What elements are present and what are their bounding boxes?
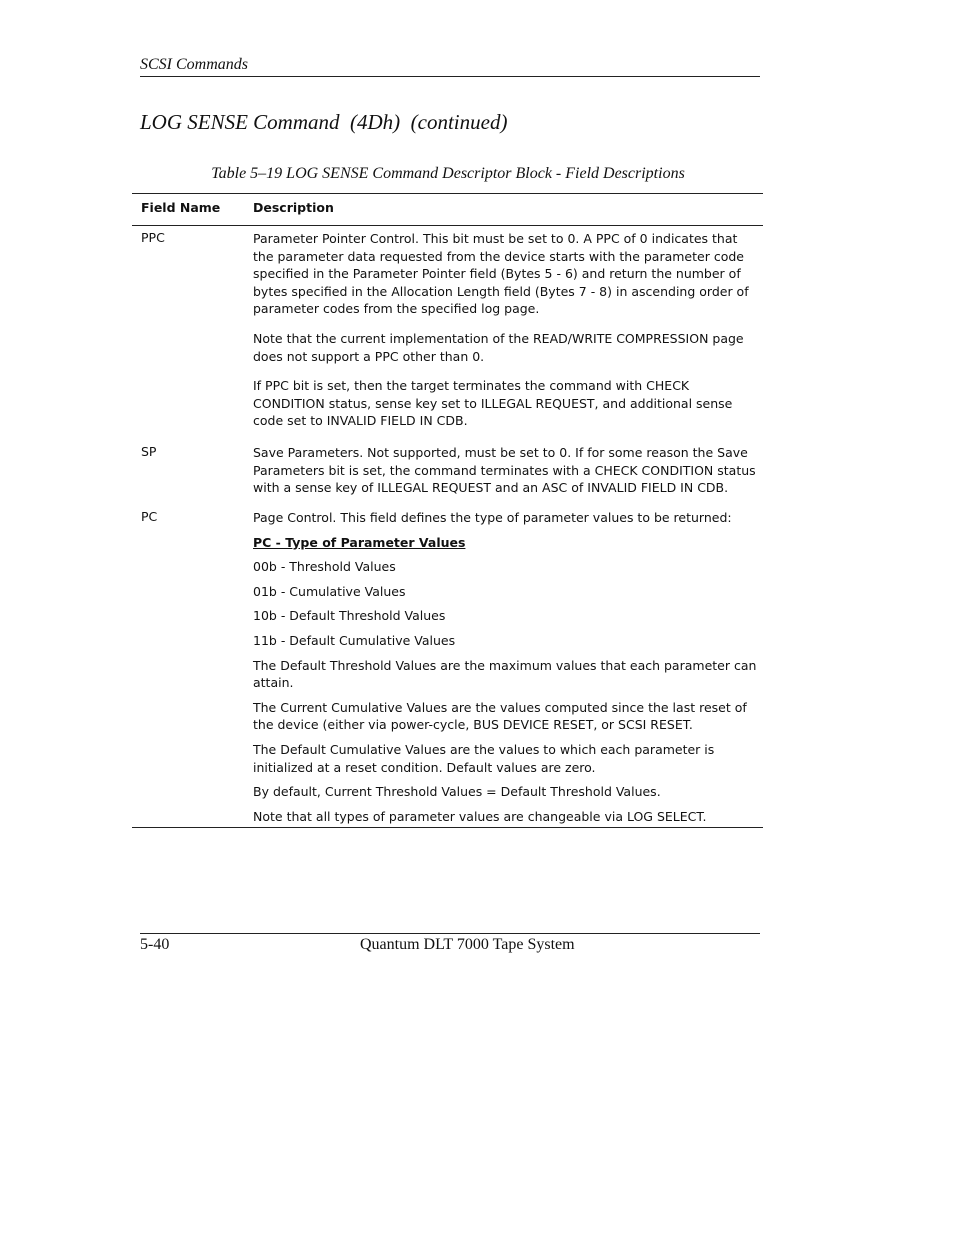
page-number: 5-40: [140, 936, 170, 953]
column-header-field-name: Field Name: [141, 200, 221, 215]
field-name-ppc: PPC: [141, 230, 165, 245]
footer-rule: [140, 933, 760, 934]
ppc-paragraph-2: Note that the current implementation of the READ/WRITE COMPRESSION page does not support a PPC other than 0.: [253, 330, 744, 364]
pc-value-00b: 00b - Threshold Values: [253, 559, 396, 575]
ppc-paragraph-1: Parameter Pointer Control. This bit must be set to 0. A PPC of 0 indicates that the parameter data requested from the device starts with the parameter code specified in the Parameter Pointer field (Bytes 5 - 6) and return the number of bytes specified in the Allocation Length field (Bytes 7 - 8) in ascending order of parameter codes from the specified log page.: [253, 231, 749, 317]
pc-paragraph-2: The Default Threshold Values are the maximum values that each parameter can attain.: [253, 657, 757, 691]
ppc-paragraph-3: If PPC bit is set, then the target terminates the command with CHECK CONDITION status, sense key set to ILLEGAL REQUEST, and additional sense code set to INVALID FIELD IN CDB.: [253, 378, 733, 429]
pc-paragraph-4: The Default Cumulative Values are the values to which each parameter is initialized at a reset condition. Default values are zero.: [253, 741, 715, 775]
pc-value-11b: 11b - Default Cumulative Values: [253, 632, 456, 648]
pc-value-01b: 01b - Cumulative Values: [253, 583, 406, 599]
pc-value-10b: 10b - Default Threshold Values: [253, 608, 446, 624]
pc-paragraph-1: Page Control. This field defines the type of parameter values to be returned:: [253, 510, 732, 525]
sp-paragraph-1: Save Parameters. Not supported, must be set to 0. If for some reason the Save Parameters bit is set, the command terminates with a CHECK CONDITION status with a sense key of ILLEGAL REQUEST and an ASC of INVALID FIELD IN CDB.: [253, 445, 756, 496]
field-name-pc: PC: [141, 509, 158, 524]
description-ppc: [253, 230, 758, 430]
column-header-description: Description: [253, 200, 334, 215]
table-caption: Table 5–19 LOG SENSE Command Descriptor Block - Field Descriptions: [211, 165, 685, 182]
table-bottom-rule: [132, 827, 763, 828]
table-header-row: [132, 194, 763, 226]
description-pc: [253, 509, 758, 825]
field-name-sp: SP: [141, 444, 157, 459]
header-rule: [140, 76, 760, 77]
running-head: SCSI Commands: [140, 56, 249, 73]
description-sp: [253, 444, 758, 497]
pc-paragraph-6: Note that all types of parameter values are changeable via LOG SELECT.: [253, 808, 707, 824]
field-description-table: [132, 193, 763, 824]
section-title: LOG SENSE Command (4Dh) (continued): [140, 110, 508, 134]
pc-values-subheading: PC - Type of Parameter Values: [253, 534, 466, 550]
footer-document-title: Quantum DLT 7000 Tape System: [360, 936, 575, 953]
pc-paragraph-3: The Current Cumulative Values are the values computed since the last reset of the device (either via power-cycle, BUS DEVICE RESET, or SCSI RESET.: [253, 699, 747, 733]
pc-paragraph-5: By default, Current Threshold Values = Default Threshold Values.: [253, 784, 661, 800]
